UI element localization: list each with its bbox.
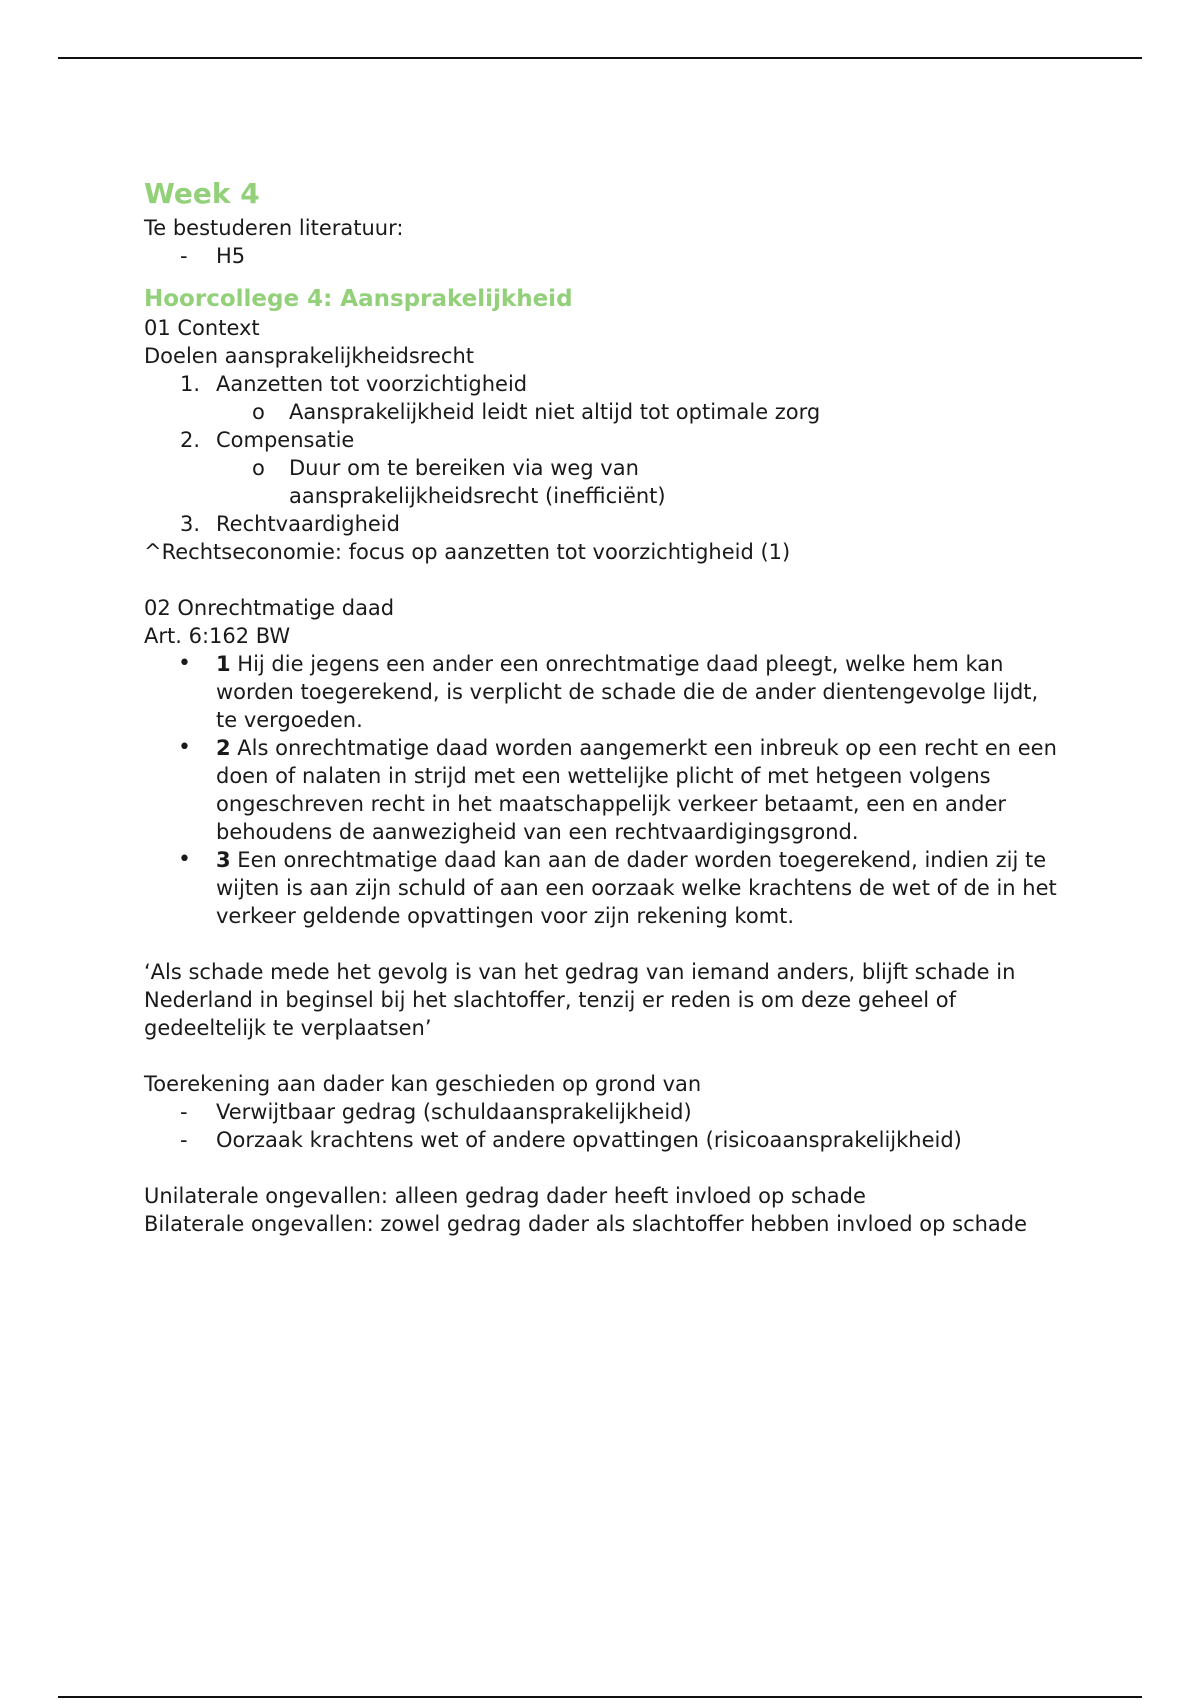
list-item [144,242,1064,270]
article-reference: Art. 6:162 BW [144,624,291,648]
attribution-item: Oorzaak krachtens wet of andere opvattingen (risicoaansprakelijkheid) [216,1128,962,1152]
goal-subtext: Aansprakelijkheid leidt niet altijd tot optimale zorg [289,400,821,424]
sub-bullet-marker: o [252,456,265,480]
goal-subtext: Duur om te bereiken via weg van aansprakelijkheidsrecht (inefficiënt) [289,456,666,508]
goal-text: Compensatie [216,428,355,452]
list-item [144,1098,1064,1126]
list-item [144,510,1064,538]
paragraph-text: Een onrechtmatige daad kan aan de dader worden toegerekend, indien zij te wijten is aan zijn schuld of aan een oorzaak welke krachtens de wet of de in het verkeer geldende opvattingen voor zijn rekening komt. [216,848,1057,928]
list-item [144,846,1064,930]
literature-label: Te bestuderen literatuur: [144,216,404,240]
attribution-item: Verwijtbaar gedrag (schuldaansprakelijkheid) [216,1100,692,1124]
sub-bullet-marker: o [252,400,265,424]
spacer [144,930,1064,958]
bilateral-text: Bilaterale ongevallen: zowel gedrag dader als slachtoffer hebben invloed op schade [144,1212,1028,1236]
paragraph-number: 1 [216,652,231,676]
list-number: 1. [180,372,201,396]
spacer [144,1154,1064,1182]
list-item [144,454,869,510]
document-body [144,174,1064,1238]
lecture-title: Hoorcollege 4: Aansprakelijkheid [144,286,573,312]
list-item [144,734,1064,846]
list-item [144,426,1064,454]
bullet-marker: • [178,735,191,760]
list-item [144,650,1064,734]
unilateral-text: Unilaterale ongevallen: alleen gedrag dader heeft invloed op schade [144,1184,866,1208]
paragraph-number: 3 [216,848,231,872]
bullet-marker: • [178,847,191,872]
quote-text: ‘Als schade mede het gevolg is van het gedrag van iemand anders, blijft schade in Nederland in beginsel bij het slachtoffer, tenzij er reden is om deze geheel of gedeeltelijk te verplaatsen’ [144,960,1016,1040]
dash-marker: - [180,1100,188,1124]
section-heading: 01 Context [144,316,260,340]
dash-marker: - [180,1128,188,1152]
week-title: Week 4 [144,177,260,210]
note-text: ^Rechtseconomie: focus op aanzetten tot voorzichtigheid (1) [144,540,791,564]
list-item [144,398,1064,426]
list-item [144,1126,1064,1154]
literature-item: H5 [216,244,246,268]
header-rule [58,57,1142,59]
list-number: 2. [180,428,201,452]
section-subheading: Doelen aansprakelijkheidsrecht [144,344,475,368]
dash-marker: - [180,244,188,268]
bullet-marker: • [178,651,191,676]
paragraph-text: Als onrechtmatige daad worden aangemerkt een inbreuk op een recht en een doen of nalaten in strijd met een wettelijke plicht of met hetgeen volgens ongeschreven recht in het maatschappelijk verkeer betaamt, een en ander behoudens de aanwezigheid van een rechtvaardigingsgrond. [216,736,1057,844]
list-item [144,370,1064,398]
paragraph-number: 2 [216,736,231,760]
spacer [144,1042,1064,1070]
goal-text: Rechtvaardigheid [216,512,400,536]
attribution-intro: Toerekening aan dader kan geschieden op grond van [144,1072,702,1096]
goal-text: Aanzetten tot voorzichtigheid [216,372,528,396]
list-number: 3. [180,512,201,536]
paragraph-text: Hij die jegens een ander een onrechtmatige daad pleegt, welke hem kan worden toegerekend, is verplicht de schade die de ander dientengevolge lijdt, te vergoeden. [216,652,1039,732]
section-heading: 02 Onrechtmatige daad [144,596,395,620]
spacer [144,566,1064,594]
footer-rule [58,1696,1142,1698]
